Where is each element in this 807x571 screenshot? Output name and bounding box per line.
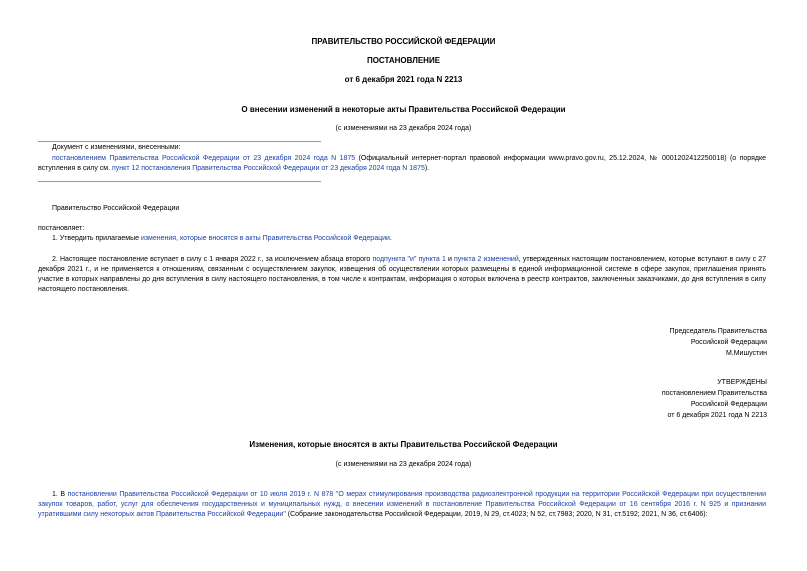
annex-amended-note: (с изменениями на 23 декабря 2024 года): [335, 461, 472, 468]
signature-name: М.Мишустин: [725, 350, 767, 357]
annex-point-1-suffix: (Собрание законодательства Российской Федерации, 2019, N 29, ст.4023; N 52, ст.7983; 2020, N 31, ст.5192; 2021, N 36, ст.6406):: [285, 511, 708, 518]
point-2-text-c: , утвержденных настоящим постановлением, которые вступают в силу с 27 декабря 2021 г., и не применяется к отношениям, связанным с осуществлением закупок, извещения об осуществлении которых размещены в единой информационной системе в сфере закупок, приглашения принять участие в которых направлены до дня вступления в силу настоящего постановления, в том числе к контрактам, информация о которых включена в реестр контрактов, заключенных заказчиками, до дня вступления в силу настоящего постановления.: [38, 256, 766, 293]
approved-date: от 6 декабря 2021 года N 2213: [667, 412, 767, 419]
document-title: О внесении изменений в некоторые акты Правительства Российской Федерации: [241, 105, 566, 114]
approved-country: Российской Федерации: [690, 401, 767, 408]
approved-block: [662, 377, 767, 421]
point-2-text-a: 2. Настоящее постановление вступает в силу с 1 января 2022 г., за исключением абзаца второго: [52, 256, 373, 263]
point-1: [52, 235, 392, 242]
point-2: [38, 255, 766, 295]
signature-country: Российской Федерации: [690, 339, 767, 346]
point-2-text-b: и: [445, 256, 455, 263]
changes-bottom-rule: [38, 181, 321, 182]
annex-point-1-link[interactable]: постановлении Правительства Российской Федерации от 10 июля 2019 г. N 878 "О мерах стимулирования производства радиоэлектронной продукции на территории Российской Федерации при осуществлении закупок товаров, работ, услуг для обеспечения государственных и муниципальных нужд, о внесении изменений в постановление Правительства Российской Федерации от 16 сентября 2016 г. N 925 и признании утратившими силу некоторых актов Правительства Российской Федерации": [38, 491, 766, 518]
authority-line: Правительство Российской Федерации: [52, 205, 180, 212]
approved-heading: УТВЕРЖДЕНЫ: [717, 379, 767, 386]
changes-top-rule: [38, 141, 321, 142]
point-2-link-point[interactable]: пункта 2 изменений: [454, 256, 519, 263]
government-heading: ПРАВИТЕЛЬСТВО РОССИЙСКОЙ ФЕДЕРАЦИИ: [311, 37, 496, 46]
decrees-line: постановляет:: [38, 225, 85, 232]
changes-closing-text: ).: [424, 165, 430, 172]
point-1-link[interactable]: изменения, которые вносятся в акты Правительства Российской Федерации: [140, 235, 390, 242]
changes-link-decree-1875[interactable]: постановлением Правительства Российской Федерации от 23 декабря 2024 года N 1875: [52, 155, 356, 162]
changes-source-text: (Официальный интернет-портал правовой информации www.pravo.gov.ru, 25.12.2024, № 0001202412250018) (о порядке вступления в силу см.: [38, 155, 767, 172]
point-1-suffix: .: [389, 235, 392, 242]
annex-title: Изменения, которые вносятся в акты Правительства Российской Федерации: [249, 440, 558, 449]
annex-point-1-prefix: 1. В: [52, 491, 68, 498]
approved-by: постановлением Правительства: [661, 390, 767, 397]
changes-text: [38, 154, 766, 174]
amended-note: (с изменениями на 23 декабря 2024 года): [335, 125, 472, 132]
annex-point-1: [38, 490, 766, 520]
signature-block: [670, 326, 767, 359]
document-type: ПОСТАНОВЛЕНИЕ: [366, 56, 441, 65]
signature-title: Председатель Правительства: [669, 328, 767, 335]
changes-intro: Документ с изменениями, внесенными:: [52, 144, 181, 151]
point-2-link-subpoint[interactable]: подпункта "и" пункта 1: [372, 256, 446, 263]
document-date: от 6 декабря 2021 года N 2213: [344, 75, 463, 84]
point-1-prefix: 1. Утвердить прилагаемые: [52, 235, 141, 242]
changes-link-point-12[interactable]: пункт 12 постановления Правительства Российской Федерации от 23 декабря 2024 года N 1875: [112, 165, 425, 172]
